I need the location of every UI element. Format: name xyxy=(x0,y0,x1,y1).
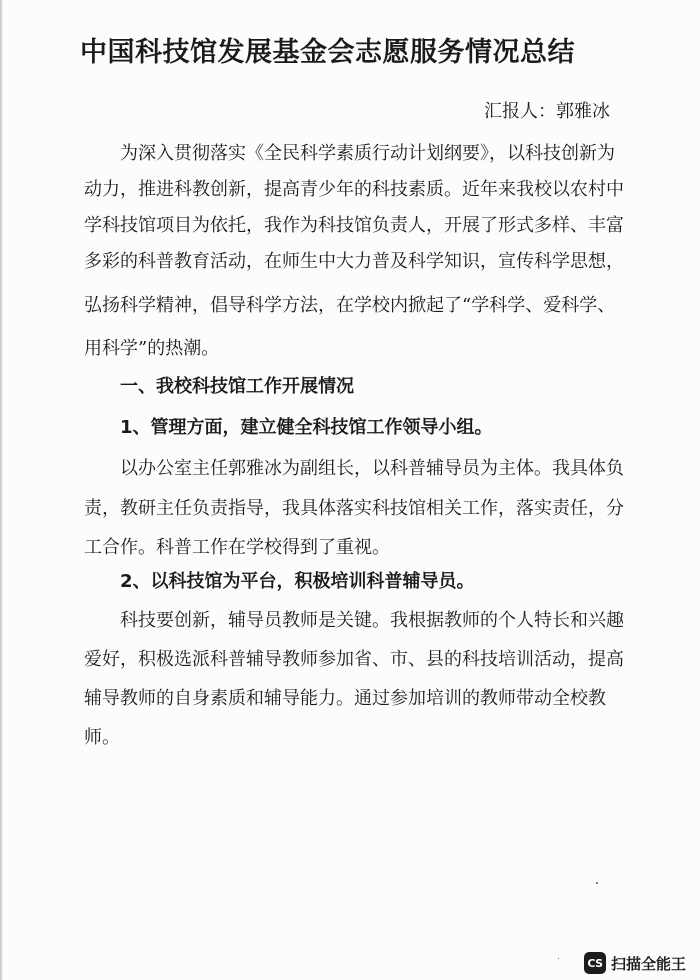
camscanner-logo-icon: CS xyxy=(584,952,606,974)
paragraph-line: 动力，推进科教创新，提高青少年的科技素质。近年来我校以农村中 xyxy=(84,179,624,200)
watermark-label: 扫描全能王 xyxy=(610,954,686,973)
paragraph-line: 多彩的科普教育活动，在师生中大力普及科学知识，宣传科学思想， xyxy=(84,251,624,272)
paragraph-line: 辅导教师的自身素质和辅导能力。通过参加培训的教师带动全校教 xyxy=(84,688,606,709)
document-title: 中国科技馆发展基金会志愿服务情况总结 xyxy=(80,37,575,68)
section-heading: 一、我校科技馆工作开展情况 xyxy=(120,376,354,397)
paragraph-line: 科技要创新，辅导员教师是关键。我根据教师的个人特长和兴趣 xyxy=(120,610,624,631)
scanner-watermark xyxy=(584,952,686,974)
paragraph-line: 以办公室主任郭雅冰为副组长，以科普辅导员为主体。我具体负 xyxy=(120,458,624,479)
paragraph-line: 责，教研主任负责指导，我具体落实科技馆相关工作，落实责任，分 xyxy=(84,498,624,519)
subsection-heading-2: 2、以科技馆为平台，积极培训科普辅导员。 xyxy=(120,571,475,592)
scan-speck xyxy=(596,882,598,884)
paragraph-line: 学科技馆项目为依托，我作为科技馆负责人，开展了形式多样、丰富 xyxy=(84,215,624,236)
scan-speck xyxy=(558,958,559,959)
paragraph-line: 工合作。科普工作在学校得到了重视。 xyxy=(84,537,390,558)
subsection-heading-1: 1、管理方面，建立健全科技馆工作领导小组。 xyxy=(120,417,493,438)
scan-edge-shadow xyxy=(0,0,3,980)
paragraph-line: 弘扬科学精神，倡导科学方法，在学校内掀起了“学科学、爱科学、 xyxy=(84,295,616,316)
paragraph-line: 用科学”的热潮。 xyxy=(84,338,220,359)
paragraph-line: 为深入贯彻落实《全民科学素质行动计划纲要》，以科技创新为 xyxy=(120,143,615,164)
paragraph-line: 师。 xyxy=(84,727,120,748)
reporter-line: 汇报人：郭雅冰 xyxy=(484,101,610,122)
paragraph-line: 爱好，积极选派科普辅导教师参加省、市、县的科技培训活动，提高 xyxy=(84,649,624,670)
